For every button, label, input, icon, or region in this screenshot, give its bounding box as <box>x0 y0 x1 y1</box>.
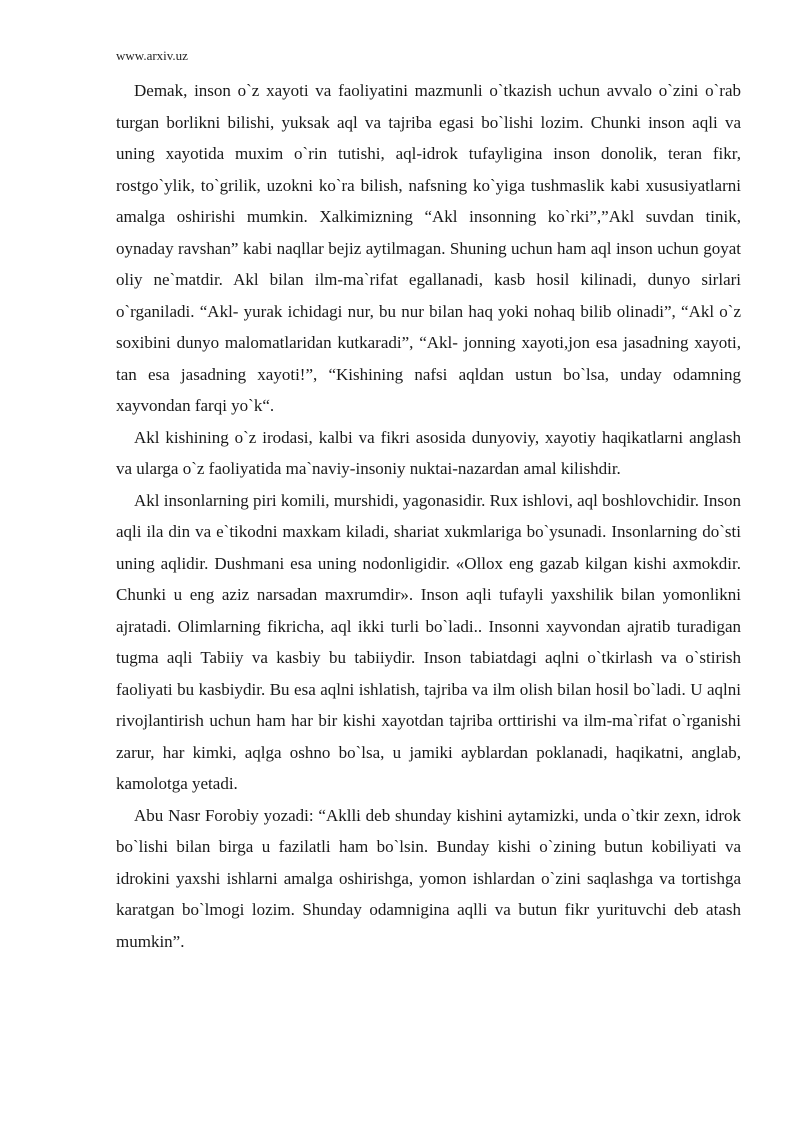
paragraph-3: Akl insonlarning piri komili, murshidi, yagonasidir. Rux ishlovi, aql boshlovchidir. Inson aqli ila din va e`tikodni maxkam kiladi, shariat xukmlariga bo`ysunadi. Insonlarning do`sti uning aqlidir. Dushmani esa uning nodonligidir. «Ollox eng gazab kilgan kishi axmokdir. Chunki u eng aziz narsadan maxrumdir». Inson aqli tufayli yaxshilik bilan yomonlikni ajratadi. Olimlarning fikricha, aql ikki turli bo`ladi.. Insonni xayvondan ajratib turadigan tugma aqli Tabiiy va kasbiy bu tabiiydir. Inson tabiatdagi aqlni o`tkirlash va o`stirish faoliyati bu kasbiydir. Bu esa aqlni ishlatish, tajriba va ilm olish bilan hosil bo`ladi. U aqlni rivojlantirish uchun ham har bir kishi xayotdan tajriba orttirishi va ilm-ma`rifat o`rganishi zarur, har kimki, aqlga oshno bo`lsa, u jamiki ayblardan poklanadi, haqikatni, anglab, kamolotga yetadi. <box>116 490 741 793</box>
header-url: www.arxiv.uz <box>116 48 188 63</box>
paragraph-1: Demak, inson o`z xayoti va faoliyatini mazmunli o`tkazish uchun avvalo o`zini o`rab turgan borlikni bilishi, yuksak aql va tajriba egasi bo`lishi lozim. Chunki inson aqli va uning xayotida muxim o`rin tutishi, aql-idrok tufayligina inson donolik, teran fikr, rostgo`ylik, to`grilik, uzokni ko`ra bilish, nafsning ko`yiga tushmaslik kabi xususiyatlarni amalga oshirishi mumkin. Xalkimizning “Akl insonning ko`rki”,”Akl suvdan tinik, oynaday ravshan” kabi naqllar bejiz aytilmagan. Shuning uchun ham aql inson uchun goyat oliy ne`matdir. Akl bilan ilm-ma`rifat egallanadi, kasb hosil kilinadi, dunyo sirlari o`rganiladi. “Akl- yurak ichidagi nur, bu nur bilan haq yoki nohaq bilib olinadi”, “Akl o`z soxibini dunyo malomatlaridan kutkaradi”, “Akl- jonning xayoti,jon esa jasadning xayoti, tan esa jasadning xayoti!”, “Kishining nafsi aqldan ustun bo`lsa, unday odamning xayvondan farqi yo`k“. <box>116 81 741 415</box>
document-body <box>116 75 741 957</box>
paragraph-4: Abu Nasr Forobiy yozadi: “Aklli deb shunday kishini aytamizki, unda o`tkir zexn, idrok bo`lishi bilan birga u fazilatli ham bo`lsin. Bunday kishi o`zining butun kobiliyati va idrokini yaxshi ishlarni amalga oshirishga, yomon ishlardan o`zini saqlashga va tortishga karatgan bo`lmogi lozim. Shunday odamnigina aqlli va butun fikr yurituvchi deb atash mumkin”. <box>116 805 741 951</box>
paragraph-2: Akl kishining o`z irodasi, kalbi va fikri asosida dunyoviy, xayotiy haqikatlarni anglash va ularga o`z faoliyatida ma`naviy-insoniy nuktai-nazardan amal kilishdir. <box>116 427 741 478</box>
